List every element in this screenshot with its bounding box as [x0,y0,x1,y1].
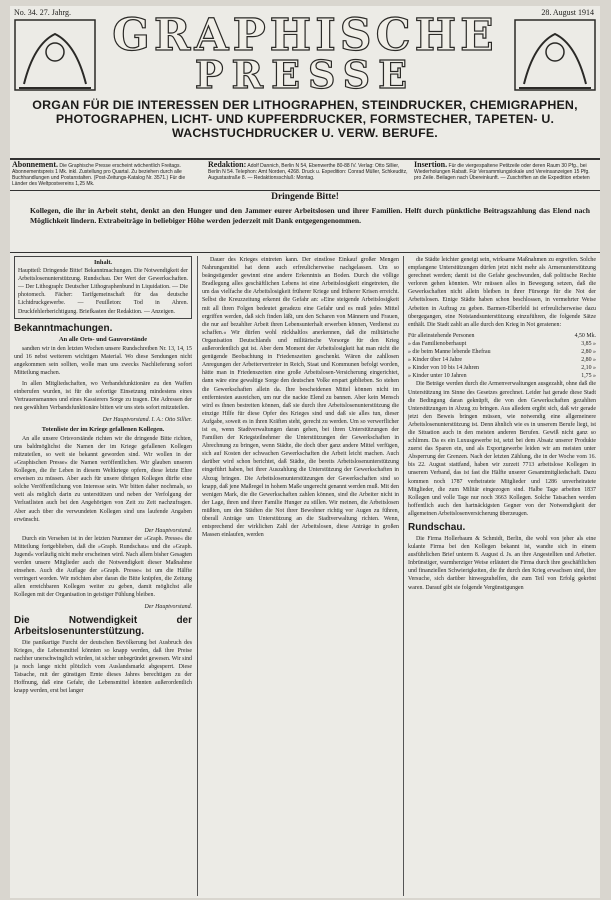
abonnement-info [12,162,202,187]
insertion-label: Insertion. [414,160,448,169]
signature: Der Hauptvorstand. I. A.: Otto Sillier. [102,416,192,423]
column-right [408,256,596,896]
insertion-text: Für die viergespaltene Petitzeile oder deren Raum 30 Pfg., bei Wiederholungen Rabatt. Für Versammlungslokale und Vereinsanzeigen 15 Pfg. pro Zeile. Beilagen nach Übereinkunft. — Zuschriften an die Expedition erbeten [414,163,590,181]
contents-box [14,256,192,319]
column-divider [197,256,198,896]
info-bar [10,158,600,191]
table-cell: » das Familienoberhaupt [408,340,467,347]
section-divider [10,252,600,253]
column-middle [202,256,399,896]
table-cell: » die beim Manne lebende Ehefrau [408,349,491,356]
redaktion-text: Adolf Dannich, Berlin N 54, Ebenwerthe 80-88 IV. Verlag: Otto Sillier, Berlin N 54. Telephon: Amt Norden, 4268. Druck u. Expedition: Conrad Müller, Schkeuditz, Augustastraße 8. — Redaktionsschluß: Montag. [208,163,408,181]
article-paragraph: In allen Mitgliedschaften, wo Verbandsfunktionäre zu den Waffen einberufen wurden, ist für die sofortige Einsetzung mindestens eines Vertrauensmannes und eines Kassierers Sorge zu tragen. Die Adressen der neu gewählten Verbandsfunktionäre bitten wir uns stets sofort mitzuteilen. [14,381,192,412]
table-row [408,340,596,348]
article-paragraph: die Städte leichter geneigt sein, wirksame Maßnahmen zu ergreifen. Solche empfangene Unterstützungen dürfen jetzt nicht mehr als Armenunterstützung gerechnet werden; damit ist die Gefahr geschwunden, daß politische Rechte verloren gehen könnten. Wir müssen alles in Bewegung setzen, daß die Gewerkschaften nicht allein bleiben in ihrer Fürsorge für die Not der Arbeitslosen. Einige Städte haben schon beschlossen, in vermehrter Weise Arbeiten in Auftrag zu geben. Barmen-Elberfeld ist erfreulicherweise dazu übergegangen, eine Notstandsunterstützung einzuführen, die folgende Sätze enthält. Die Stadt zahlt an alle durch den Krieg in Not geratenen: [408,257,596,328]
insertion-info [414,162,598,181]
bekanntmachungen-subheading: An alle Orts- und Gauvorstände [58,335,148,343]
abonnement-label: Abonnement. [12,160,59,169]
contents-text: Hauptteil: Dringende Bitte! Bekanntmachungen. Die Notwendigkeit der Arbeitslosenunterstützung. Rundschau. Der Wert der Gewerkschaften. — Der Lithograph: Deutscher Lithographenbund in Liquidation. — Die photomech. Fächer: Tarifgemeinschaft für das deutsche Lichtdruckgewerbe. — Feuilleton: Tod in Ahren. Druckfehlerberichtigung. Briefkasten der Redaktion. — Anzeigen. [18,268,188,315]
column-divider [403,256,404,896]
masthead-title-line2: PRESSE [194,52,416,97]
table-cell: » Kinder unter 10 Jahren [408,373,467,380]
table-row [408,356,596,364]
signature: Der Hauptvorstand. [144,527,192,534]
table-cell: 2,80 » [581,357,596,364]
table-cell: » Kinder über 14 Jahre [408,357,462,364]
redaktion-info [208,162,408,181]
article-paragraph: Dauer des Krieges eintreten kann. Der einstlose Einkauf großer Mengen Nahrungsmittel hat denn auch erfreulicherweise nachgelassen. Um so beängstigender gewinnt eine andere Erkenntnis an Boden. Durch die völlige Bradlegung alles geschäftlichen Lebens ist eine Arbeitslosigkeit eingetreten, die um das vielfache die Arbeitslosigkeit früherer Kriege und früherer Krisen erreicht. Selbst die Kreuzzeitung erkennt die Gefahr an: »Eine steigende Arbeitslosigkeit mit all ihren Folgen bedeutet geradezu eine Gefahr und es muß jedes Mittel ergriffen werden, daß sich finden läßt, um den Scharen von Männern und Frauen, die nur auf bezahlter Arbeit ihren Lebensunterhalt erwerben können, Verdienst zu schaffen.« Wir dürfen wohl rückhaltlos anerkennen, daß die militärische Organisation Deutschlands und militärische Vorsorge für den Krieg außerordentlich gut ist. Aber dem Moment der Arbeitslosigkeit hat man nicht die genügende Beobachtung in Friedenszeiten geschenkt. Wären die zahllosen Anregungen der Arbeitervertreter in Reich, Staat und Kommunen befolgt worden, hätte man in Friedenszeiten eine große Arbeitslosen-Versicherung eingerichtet, dann wäre eine gewaltige Sorge den deutschen Volke erspart geblieben. So stehen die Gewerkschaften allein da. Ihre bescheidenen Mittel können nicht im entferntesten ausreichen, um nur die nackte Elend zu bannen. Aber kein Mensch wird es ihnen bestreiten können, daß sie durch ihre Arbeitslosenunterstützung die einzige Hilfe für diese Opfer des Krieges sind und daß sie alles tun, dieser Aufgabe, soweit es in ihren Kräften steht, gerecht zu werden. Um so verwerflicher ist es, wenn Stadtverwaltungen daran gehen, bei ihren Unterstützungen der Familien der Kriegsteilnehmer die Unterstützungen der Gewerkschaften in Abrechnung zu bringen, wenn Städte, die doch über ganz andere Mittel verfügen, sich auf Kosten der schwachen Gewerkschaften die Arbeit leicht machen. Auch darüber wird schon berichtet, daß Städte, die bereits Arbeitslosenunterstützung eingeführt haben, bei ihrer Auszahlung die Unterstützung der Gewerkschaften in Abzug bringen. Die Arbeitslosenunterstützungen der Gewerkschaften sind so knapp, daß jene Maßregel in hohem Maße ungerecht genannt werden muß. Mit den wenigen Mark, die die Gewerkschaften zahlen können, sind die Arbeiter nicht in der Lage, ihren und ihrer Familie Hunger zu stillen. Wir meinen, die Arbeitslosen müßten, um den Städten die Not ihrer Bewohner richtig vor Augen zu führen, überall Anträge um Unterstützung an die Stadtverwaltung richten. Wenn, entsprechend der wirklichen Zahl der Arbeitslosen, diese Anträge in großen Massen einlaufen, werden [202,257,399,539]
table-cell: » Kinder von 10 bis 14 Jahren [408,365,480,372]
contents-title: Inhalt. [93,259,113,266]
bekanntmachungen-heading: Bekanntmachungen. [14,322,113,334]
article-paragraph: An alle unsere Ortsvorstände richten wir die dringende Bitte richten, uns baldmöglichst die Namen der im Kriege gefallenen Kollegen mitzuteilen, so weit sie bekannt geworden sind. Wir wollen in der »Graphischen Presse« die Namen veröffentlichen. Wir glauben unseren Kollegen, die ihr Leben in diesem Weltkriege opfern, diese letzte Ehre erweisen zu müssen. Aber auch für unsere übrigen Kollegen dürfte eine solche Veröffentlichung von Interesse sein. Wir bitten daher nochmals, so weit als möglich darin zu unterstützen und neben der Verfolgung der Verlustlisten auch bei den Angehörigen von Zeit zu Zeit nachzufragen. Aber auch über die verwundeten Kollegen sind uns laufende Angaben erwünscht. [14,435,192,523]
table-cell: 1,75 » [581,373,596,380]
table-cell: 3,85 » [581,340,596,347]
redaktion-label: Redaktion: [208,160,247,169]
masthead-title-line1: GRAPHISCHE [112,10,498,61]
article-paragraph: Die Beträge werden durch die Armenverwaltungen ausgezahlt, ohne daß die Unterstützung im Sinne des Gesetzes gerechnet. Leider hat gerade diese Stadt die Bedingung daran geknüpft, die von den Gewerkschaften gezahlten Unterstützungen in Abzug zu bringen. Aus alledem ergibt sich, daß wir gerade jetzt den Beweis bringen müssen, wie notwendig eine allgemeinere Arbeitslosenunterstützung ist. Denn ähnlich wie es in unserem Berufe liegt, ist die Situation auch in den meisten anderen Berufen. Gewiß nicht ganz so schlimm. Da es ein Luxusgewerbe ist, setzt bei dem Absatz unserer Produkte zuerst das Sparen ein, und als Exportgewerbe leiden wir am meisten unter Absperrung der Grenzen. Nach der letzten Zählung, die in der Woche vom 16. bis 22. August stattfand, haben wir zurzeit 7713 arbeitslose Kollegen in unserem Verband, das ist fast die Hälfte unserer Gesamtmitgliedschaft. Dazu kommen noch 1787 verheiratete Mitglieder und 1286 unverheiratete Mitglieder, die zum Militär eingezogen sind. Halbe Tage arbeiten 1837 Kollegen und volle Tage nur noch 3663 Kollegen. Solche Tatsachen werden hoffentlich auch den hartnäckigsten Gegner von der Notwendigkeit der allgemeinen Arbeitslosenversicherung überzeugen. [408,381,596,517]
signature: Der Hauptvorstand. [144,603,192,610]
abonnement-text: Die Graphische Presse erscheint wöchentlich Freitags. Abonnementspreis 1 Mk. inkl. Zustellung pro Quartal. Zu beziehen durch alle Buchhandlungen und Postanstalten. (Post-Zeitungs-Katalog Nr. 3571.) Für die Länder des Weltpostvereins 1,25 Mk. [12,163,186,187]
masthead-subtitle: ORGAN FÜR DIE INTERESSEN DER LITHOGRAPHEN, STEINDRUCKER, CHEMIGRAPHEN, PHOTOGRAPHEN, LICHT- UND KUPFERDRUCKER, FORMSTECHER, TAPETEN- U. WACHSTUCHDRUCKER U. VERW. BERUFE. [32,98,578,140]
rundschau-heading: Rundschau. [408,522,466,533]
issue-number: No. 34. 27. Jahrg. [14,8,71,17]
table-row [408,348,596,356]
table-cell: 2,10 » [581,365,596,372]
article-paragraph: sandten wir in den letzten Wochen unsere Rundschreiben Nr. 13, 14, 15 und 16 nebst weiterem wichtigen Material. Wo diese Sendungen nicht angekommen sein sollten, wolle man uns zwecks Nachlieferung sofort Mitteilung machen. [14,345,192,377]
table-row [408,372,596,380]
notice-title: Dringende Bitte! [271,192,339,202]
article-paragraph: Die panikartige Furcht der deutschen Bevölkerung bei Ausbruch des Krieges, die Lebensmittel könnten so knapp werden, daß ihre Preise nachher unerschwinglich würden, ist sicher unbegründet gewesen. Wir sind ja noch lange nicht plötzlich vom Auslandsmarkt abgesperrt. Diese Tatsache, mit der günstigen Ernte dieses Jahres berechtigen zu der Hoffnung, daß eine Gefahr, die Lebensmittel könnten außerordentlich knapp werden, erst bei langer [14,639,192,695]
column-left [14,256,192,896]
table-cell: 2,80 » [581,349,596,356]
table-cell: Für alleinstehende Personen [408,332,475,339]
support-table [408,332,596,381]
issue-date: 28. August 1914 [541,8,594,17]
notwendigkeit-heading: Die Notwendigkeit der Arbeitslosenunterstützung. [14,614,192,637]
masthead [10,6,600,156]
table-cell: 4,50 Mk. [574,332,596,339]
newspaper-page [10,6,600,898]
article-paragraph: Die Firma Hollerbaum & Schmidt, Berlin, die wohl von jeher als eine kulante Firma bei den Kollegen bekannt ist, wandte sich in einem ausführlichen Brief unterm 8. August d. Js. an ihre Angestellten und Arbeiter. Inbrünstiger, warmherziger Weise erläutert die Firma durch ihre geschäftlichen und finanziellen Schwierigkeiten, die ihr durch den Krieg erwachsen sind, ihre Versuche, sich darüber hinwegzuhelfen, die zum Teil von Erfolg gekrönt waren. Darauf gibt sie folgende Vergünstigungen [408,536,596,591]
notice-text: Kollegen, die ihr in Arbeit steht, denkt an den Hunger und den Jammer eurer Arbeitslosen und ihrer Familien. Helft durch pünktliche Beitragszahlung das Elend nach Möglichkeit lindern. Extrabeiträge in beliebiger Höhe werden jederzeit mit Dank entgegengenommen. [30,206,590,225]
table-row [408,364,596,372]
table-row [408,332,596,340]
article-paragraph: Durch ein Versehen ist in der letzten Nummer der »Graph. Presse« die Mitteilung fortgeblieben, daß die »Graph. Rundschau« und die »Graph. Jugend« vorläufig nicht mehr erscheinen wird. Nach allem bisher Gesagten werden unsere Mitglieder auch die Notwendigkeit dieser Maßnahme einsehen. Auch die Auflage der »Graph. Presse« ist um die Hälfte verringert worden. Wir möchten aber daran die Bitte knüpfen, die Zeitung allen erreichbaren Kollegen weiter zu geben, damit möglichst alle Kollegen mit der Organisation in geistiger Fühlung bleiben. [14,535,192,599]
totenliste-heading: Totenliste der im Kriege gefallenen Kollegen. [41,425,165,433]
